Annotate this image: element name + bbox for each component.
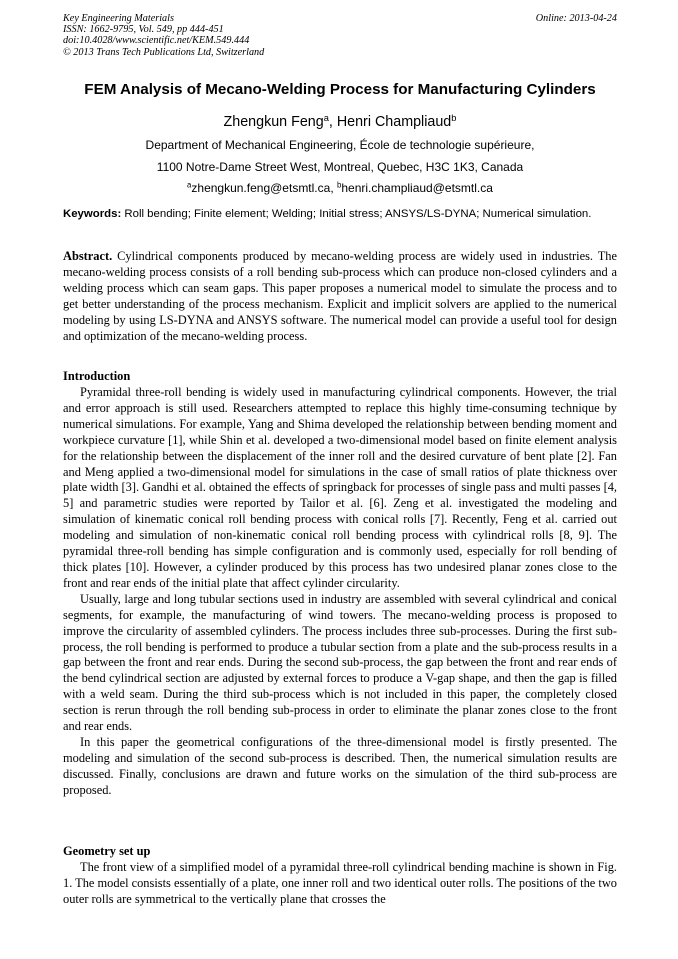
issn-line: ISSN: 1662-9795, Vol. 549, pp 444-451 [63, 24, 224, 36]
geometry-body [63, 860, 617, 908]
online-date: Online: 2013-04-24 [535, 13, 617, 24]
email-superscript: b [337, 180, 342, 190]
author-superscript: a [323, 112, 329, 123]
abstract-block [63, 249, 617, 344]
email-separator: , [330, 181, 337, 195]
affiliation-address: 1100 Notre-Dame Street West, Montreal, Quebec, H3C 1K3, Canada [156, 160, 524, 174]
author-name: Zhengkun Feng [223, 114, 324, 130]
abstract-label: Abstract. [63, 249, 113, 263]
author-name: Henri Champliaud [336, 114, 452, 130]
keywords-text: Roll bending; Finite element; Welding; Initial stress; ANSYS/LS-DYNA; Numerical simulation. [121, 208, 592, 220]
introduction-paragraph: Usually, large and long tubular sections used in industry are assembled with several cylindrical and conical segments, for example, the manufacturing of wind towers. The mecano-welding process is proposed to improve the circularity of assembled cylinders. The process includes three sub-processes. During the first sub-process, the roll bending is performed to produce a tubular section from a plate and the sub-process results in a gap between the front and rear ends. During the second sub-process, the gap between the front and rear ends of the bend cylindrical section are adjusted by external forces to produce a V-gap shape, and then the gap is filled with a weld seam. During the third sub-process which is not included in this paper, the completely closed section is rerun through the roll bending sub-process in order to eliminate the planar zones close to the front and rear ends. [63, 591, 617, 734]
introduction-paragraph: In this paper the geometrical configurations of the three-dimensional model is firstly presented. The modeling and simulation of the second sub-process is described. Then, the numerical simulation results are discussed. Finally, conclusions are drawn and future works on the simulation of the third sub-process are proposed. [63, 734, 617, 797]
abstract-text: Cylindrical components produced by mecano-welding process are widely used in industries. The mecano-welding process consists of a roll bending sub-process which can produce non-closed cylinders and a welding process which can seam gaps. This paper proposes a numerical model to simulate the process and to get better understanding of the process mechanism. Explicit and implicit solvers are applied to the numerical modeling by using LS-DYNA and ANSYS software. The numerical model can provide a useful tool for design and optimization of the mecano-welding process. [63, 249, 617, 343]
paper-title: FEM Analysis of Mecano-Welding Process for Manufacturing Cylinders [84, 81, 596, 98]
author-separator: , [328, 114, 337, 130]
section-heading-introduction: Introduction [63, 369, 131, 383]
copyright-line: © 2013 Trans Tech Publications Ltd, Switzerland [63, 46, 265, 58]
doi-line: doi:10.4028/www.scientific.net/KEM.549.444 [63, 35, 250, 47]
journal-header [63, 13, 617, 58]
email-address[interactable]: zhengkun.feng@etsmtl.ca [191, 181, 331, 195]
section-heading-geometry: Geometry set up [63, 844, 151, 858]
affiliation-emails [40, 181, 640, 196]
author-line [40, 113, 640, 132]
affiliation-department: Department of Mechanical Engineering, École de technologie supérieure, [145, 138, 535, 152]
journal-name: Key Engineering Materials [63, 13, 174, 24]
keywords-label: Keywords: [63, 208, 122, 220]
geometry-paragraph: The front view of a simplified model of a pyramidal three-roll cylindrical bending machine is shown in Fig. 1. The model consists essentially of a plate, one inner roll and two identical outer rolls. The positions of the two outer rolls are symmetrical to the vertically plane that crosses the [63, 860, 617, 906]
keywords-block [63, 207, 617, 221]
introduction-paragraph: Pyramidal three-roll bending is widely used in manufacturing cylindrical components. However, the trial and error approach is still used. Researchers attempted to replace this highly time-consuming technique by numerical simulations. For example, Yang and Shima developed the relationship between bending moment and workpiece curvature [1], while Shin et al. developed a two-dimensional model based on finite element analysis for the relationship between the displacement of the inner roll and the desired curvature of bent plate [2]. Fan and Meng applied a two-dimensional model for simulations in the case of small ratios of plate thickness over plate width [3]. Gandhi et al. obtained the effects of springback for processes of single pass and multi passes [4, 5] and parametric studies were reported by Tailor et al. [6]. Zeng et al. investigated the modeling and simulation of kinematic conical roll bending process with conical rolls [7]. Recently, Feng et al. carried out modeling and simulation of non-kinematic conical roll bending process with cylindrical rolls [8, 9]. The pyramidal three-roll bending has simple configuration and is commonly used, especially for roll bending of thick plates [10]. However, a cylinder produced by this process has two undesired planar zones close to the front and rear ends of the initial plate that affect cylinder circularity. [63, 385, 617, 590]
introduction-body [63, 385, 617, 799]
author-superscript: b [451, 112, 457, 123]
email-address[interactable]: henri.champliaud@etsmtl.ca [341, 181, 493, 195]
email-superscript: a [187, 180, 192, 190]
